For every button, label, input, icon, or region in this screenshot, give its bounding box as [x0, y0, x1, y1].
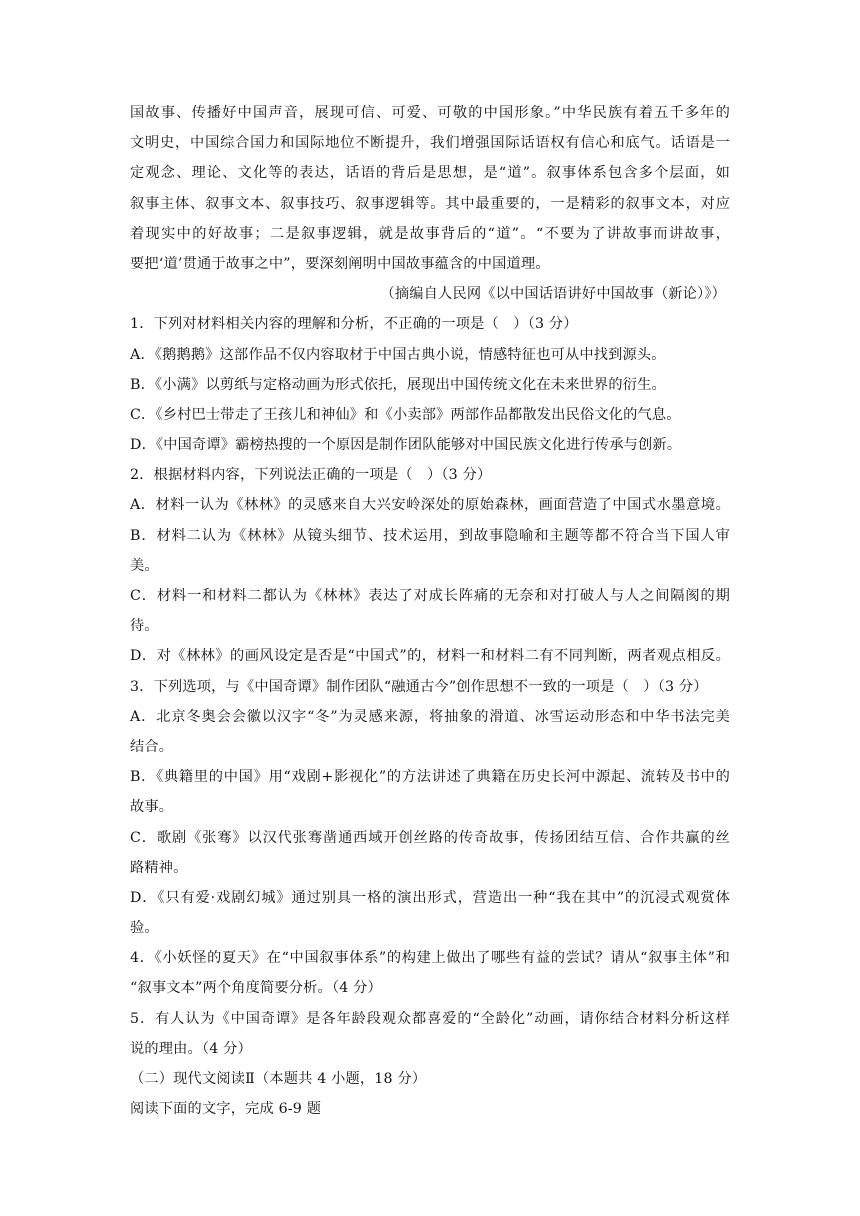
passage-line: 叙事主体、叙事文本、叙事技巧、叙事逻辑等。其中最重要的，一是精彩的叙事文本，对应 [130, 195, 730, 212]
option-a: A．材料一认为《林林》的灵感来自大兴安岭深处的原始森林，画面营造了中国式水墨意境。 [130, 497, 730, 514]
question-stem: 1．下列对材料相关内容的理解和分析，不正确的一项是（ ）（3 分） [130, 316, 578, 333]
passage-line: 要把‘道’贯通于故事之中”，要深刻阐明中国故事蕴含的中国道理。 [130, 255, 550, 272]
passage-source: （摘编自人民网《以中国话语讲好中国故事（新论）》） [380, 286, 726, 303]
option-c: C．歌剧《张骞》以汉代张骞凿通西域开创丝路的传奇故事，传扬团结互信、合作共赢的丝 [130, 829, 730, 846]
passage [130, 98, 730, 309]
question-4 [130, 943, 730, 1003]
option-a-continued: 结合。 [130, 738, 174, 755]
option-d-continued: 验。 [130, 920, 159, 937]
passage-line: 文明史，中国综合国力和国际地位不断提升，我们增强国际话语权有信心和底气。话语是一 [130, 135, 730, 152]
document-page [130, 98, 730, 1124]
section-2 [130, 1064, 730, 1124]
option-d: D．对《林林》的画风设定是否是“中国式”的，材料一和材料二有不同判断，两者观点相反。 [130, 648, 730, 665]
question-stem-continued: “叙事文本”两个角度简要分析。（4 分） [130, 980, 382, 997]
option-c-continued: 待。 [130, 618, 159, 635]
option-a: A．北京冬奥会会徽以汉字“冬”为灵感来源，将抽象的滑道、冰雪运动形态和中华书法完美 [130, 708, 730, 725]
passage-line: 定观念、理论、文化等的表达，话语的背后是思想，是“道”。叙事体系包含多个层面，如 [130, 165, 730, 182]
question-stem: 3．下列选项，与《中国奇谭》制作团队“融通古今”创作思想不一致的一项是（ ）（3 分） [130, 678, 708, 695]
option-c: C．材料一和材料二都认为《林林》表达了对成长阵痛的无奈和对打破人与人之间隔阂的期 [130, 588, 730, 604]
option-b-continued: 美。 [130, 557, 159, 574]
option-d: D．《只有爱·戏剧幻城》通过别具一格的演出形式，营造出一种“我在其中”的沉浸式观赏体 [130, 889, 730, 906]
option-b: B．《小满》以剪纸与定格动画为形式依托，展现出中国传统文化在未来世界的衍生。 [130, 376, 666, 393]
option-c-continued: 路精神。 [130, 859, 188, 876]
question-2 [130, 460, 730, 671]
question-1 [130, 309, 730, 460]
option-b-continued: 故事。 [130, 799, 174, 816]
option-b: B．材料二认为《林林》从镜头细节、技术运用，到故事隐喻和主题等都不符合当下国人审 [130, 527, 730, 544]
section-heading: （二）现代文阅读Ⅱ（本题共 4 小题，18 分） [130, 1071, 427, 1087]
question-5 [130, 1004, 730, 1064]
option-a: A．《鹅鹅鹅》这部作品不仅内容取材于中国古典小说，情感特征也可从中找到源头。 [130, 346, 666, 363]
question-stem-continued: 说的理由。（4 分） [130, 1040, 252, 1057]
option-b: B．《典籍里的中国》用“戏剧+影视化”的方法讲述了典籍在历史长河中源起、流转及书中的 [130, 769, 730, 786]
question-stem: 2．根据材料内容，下列说法正确的一项是（ ）（3 分） [130, 467, 492, 484]
question-3 [130, 672, 730, 944]
section-instruction: 阅读下面的文字，完成 6-9 题 [130, 1101, 322, 1118]
option-c: C．《乡村巴士带走了王孩儿和神仙》和《小卖部》两部作品都散发出民俗文化的气息。 [130, 406, 681, 423]
option-d: D．《中国奇谭》霸榜热搜的一个原因是制作团队能够对中国民族文化进行传承与创新。 [130, 437, 682, 454]
passage-line: 着现实中的好故事；二是叙事逻辑，就是故事背后的“道”。“不要为了讲故事而讲故事， [130, 225, 730, 242]
passage-line: 国故事、传播好中国声音，展现可信、可爱、可敬的中国形象。”中华民族有着五千多年的 [130, 105, 730, 121]
question-stem: 4．《小妖怪的夏天》在“中国叙事体系”的构建上做出了哪些有益的尝试？请从“叙事主体”和 [130, 950, 730, 967]
question-stem: 5．有人认为《中国奇谭》是各年龄段观众都喜爱的“全龄化”动画，请你结合材料分析这样 [130, 1010, 730, 1027]
